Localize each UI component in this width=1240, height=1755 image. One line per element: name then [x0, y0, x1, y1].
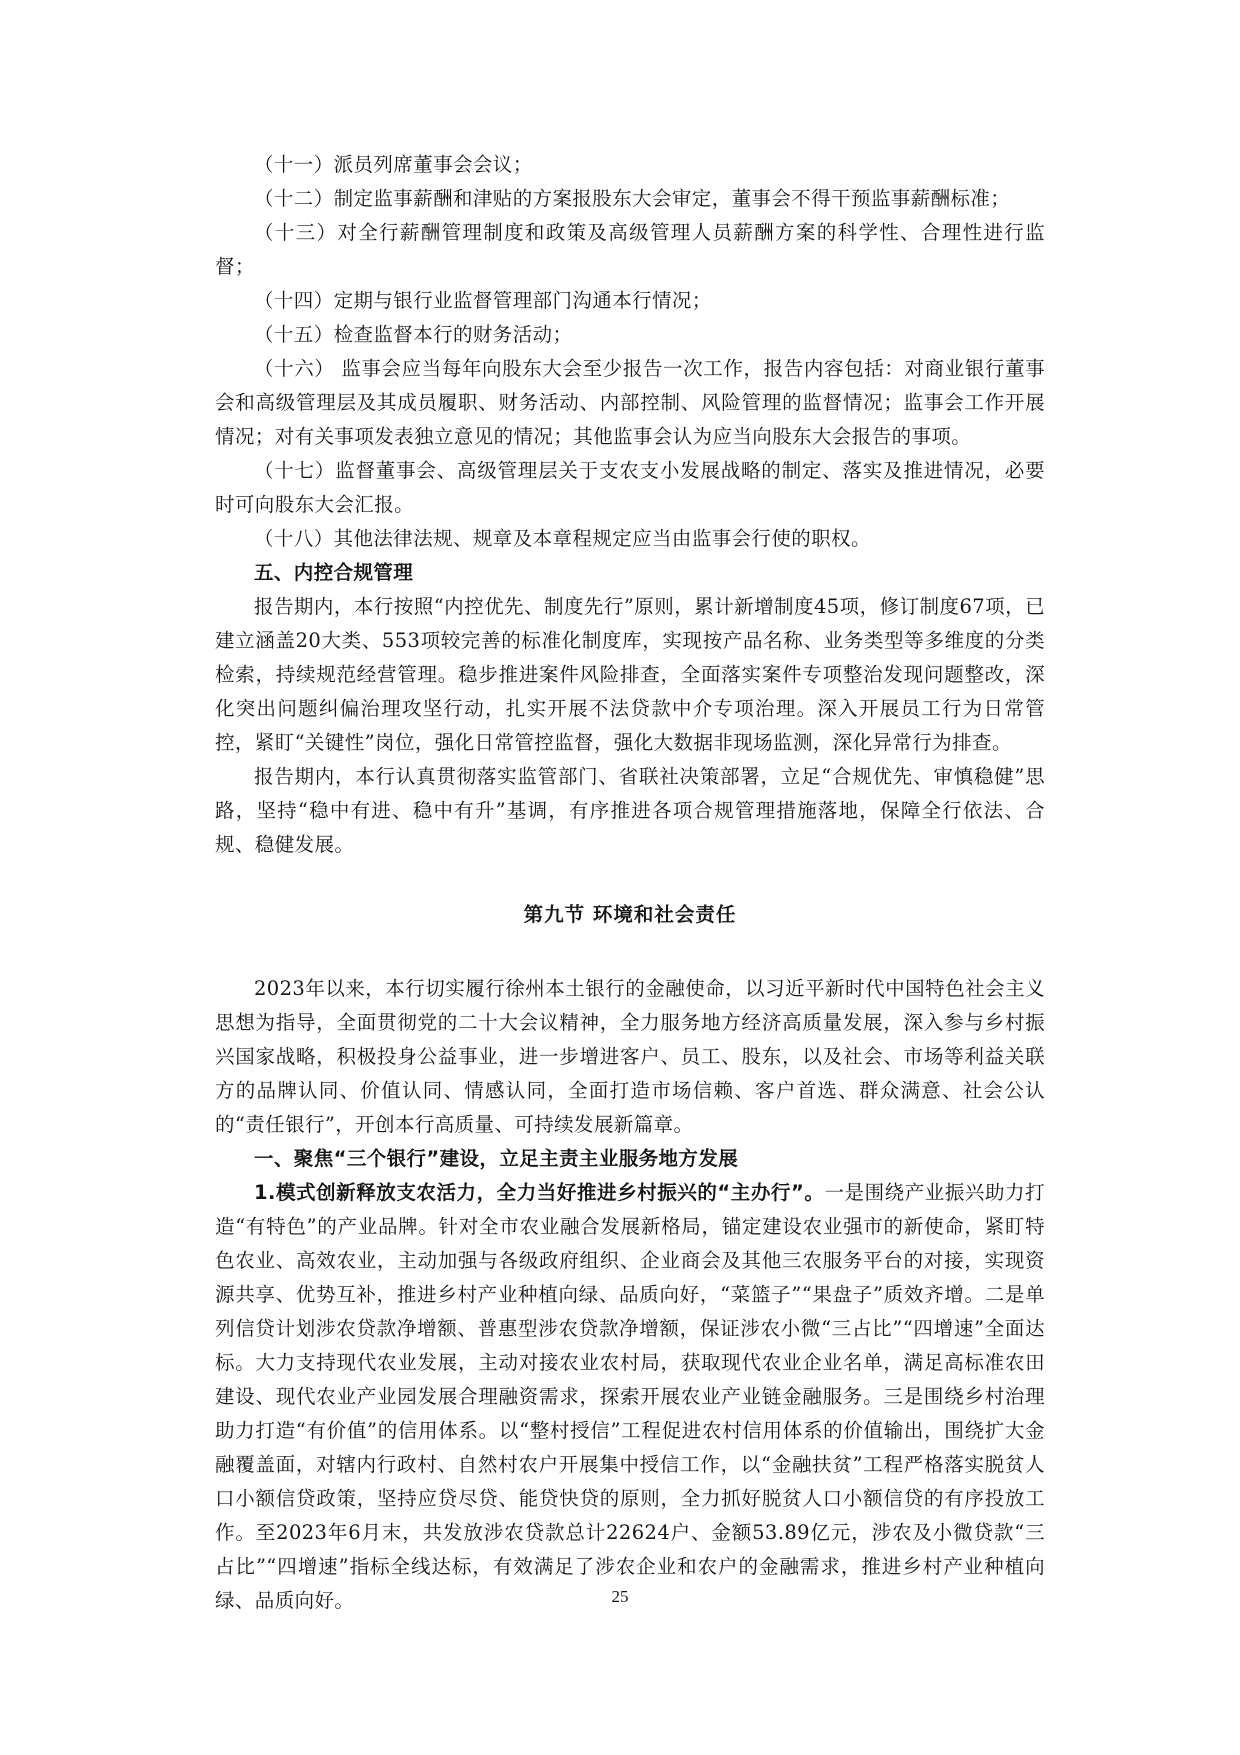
heading-internal-control: 五、内控合规管理	[254, 561, 414, 584]
list-item: （十八）其他法律法规、规章及本章程规定应当由监事会行使的职权。	[254, 527, 871, 550]
paragraph-rural-lead: 1.模式创新释放支农活力，全力当好推进乡村振兴的“主办行”。	[254, 1181, 825, 1204]
list-item: （十六） 监事会应当每年向股东大会至少报告一次工作，报告内容包括：对商业银行董事会和高级管理层及其成员履职、财务活动、内部控制、风险管理的监督情况；监事会工作开展情况；对有关事项发表独立意见的情况；其他监事会认为应当向股东大会报告的事项。	[215, 357, 1045, 448]
list-item: （十一）派员列席董事会会议；	[254, 153, 533, 176]
list-item: （十七）监督董事会、高级管理层关于支农支小发展战略的制定、落实及推进情况，必要时可向股东大会汇报。	[215, 459, 1045, 516]
paragraph-intro: 2023年以来，本行切实履行徐州本土银行的金融使命，以习近平新时代中国特色社会主义思想为指导，全面贯彻党的二十大会议精神，全力服务地方经济高质量发展，深入参与乡村振兴国家战略，积极投身公益事业，进一步增进客户、员工、股东，以及社会、市场等利益关联方的品牌认同、价值认同、情感认同，全面打造市场信赖、客户首选、群众满意、社会公认的“责任银行”，开创本行高质量、可持续发展新篇章。	[215, 977, 1045, 1136]
paragraph-internal-control-2: 报告期内，本行认真贯彻落实监管部门、省联社决策部署，立足“合规优先、审慎稳健”思路，坚持“稳中有进、稳中有升”基调，有序推进各项合规管理措施落地，保障全行依法、合规、稳健发展。	[215, 765, 1045, 856]
paragraph-rural-body: 一是围绕产业振兴助力打造“有特色”的产业品牌。针对全市农业融合发展新格局，锚定建设农业强市的新使命，紧盯特色农业、高效农业，主动加强与各级政府组织、企业商会及其他三农服务平台的对接，实现资源共享、优势互补，推进乡村产业种植向绿、品质向好，“菜篮子”“果盘子”质效齐增。二是单列信贷计划涉农贷款净增额、普惠型涉农贷款净增额，保证涉农小微“三占比”“四增速”全面达标。大力支持现代农业发展，主动对接农业农村局，获取现代农业企业名单，满足高标准农田建设、现代农业产业园发展合理融资需求，探索开展农业产业链金融服务。三是围绕乡村治理助力打造“有价值”的信用体系。以“整村授信”工程促进农村信用体系的价值输出，围绕扩大金融覆盖面，对辖内行政村、自然村农户开展集中授信工作，以“金融扶贫”工程严格落实脱贫人口小额信贷政策，坚持应贷尽贷、能贷快贷的原则，全力抓好脱贫人口小额信贷的有序投放工作。至2023年6月末，共发放涉农贷款总计22624户、金额53.89亿元，涉农及小微贷款“三占比”“四增速”指标全线达标，有效满足了涉农企业和农户的金融需求，推进乡村产业种植向绿、品质向好。	[215, 1181, 1046, 1612]
list-item: （十二）制定监事薪酬和津贴的方案报股东大会审定，董事会不得干预监事薪酬标准；	[254, 187, 1011, 210]
list-item: （十五）检查监督本行的财务活动；	[254, 323, 573, 346]
page-number: 25	[611, 1587, 629, 1606]
list-item: （十四）定期与银行业监督管理部门沟通本行情况；	[254, 289, 712, 312]
heading-three-banks: 一、聚焦“三个银行”建设，立足主责主业服务地方发展	[254, 1147, 739, 1170]
paragraph-internal-control-1: 报告期内，本行按照“内控优先、制度先行”原则，累计新增制度45项，修订制度67项，已建立涵盖20大类、553项较完善的标准化制度库，实现按产品名称、业务类型等多维度的分类检索，持续规范经营管理。稳步推进案件风险排查，全面落实案件专项整治发现问题整改，深化突出问题纠偏治理攻坚行动，扎实开展不法贷款中介专项治理。深入开展员工行为日常管控，紧盯“关键性”岗位，强化日常管控监督，强化大数据非现场监测，深化异常行为排查。	[215, 595, 1045, 754]
list-item: （十三）对全行薪酬管理制度和政策及高级管理人员薪酬方案的科学性、合理性进行监督；	[215, 221, 1045, 278]
document-body	[215, 148, 1045, 1618]
paragraph-rural	[215, 1176, 1045, 1618]
section-title: 第九节 环境和社会责任	[523, 903, 737, 926]
